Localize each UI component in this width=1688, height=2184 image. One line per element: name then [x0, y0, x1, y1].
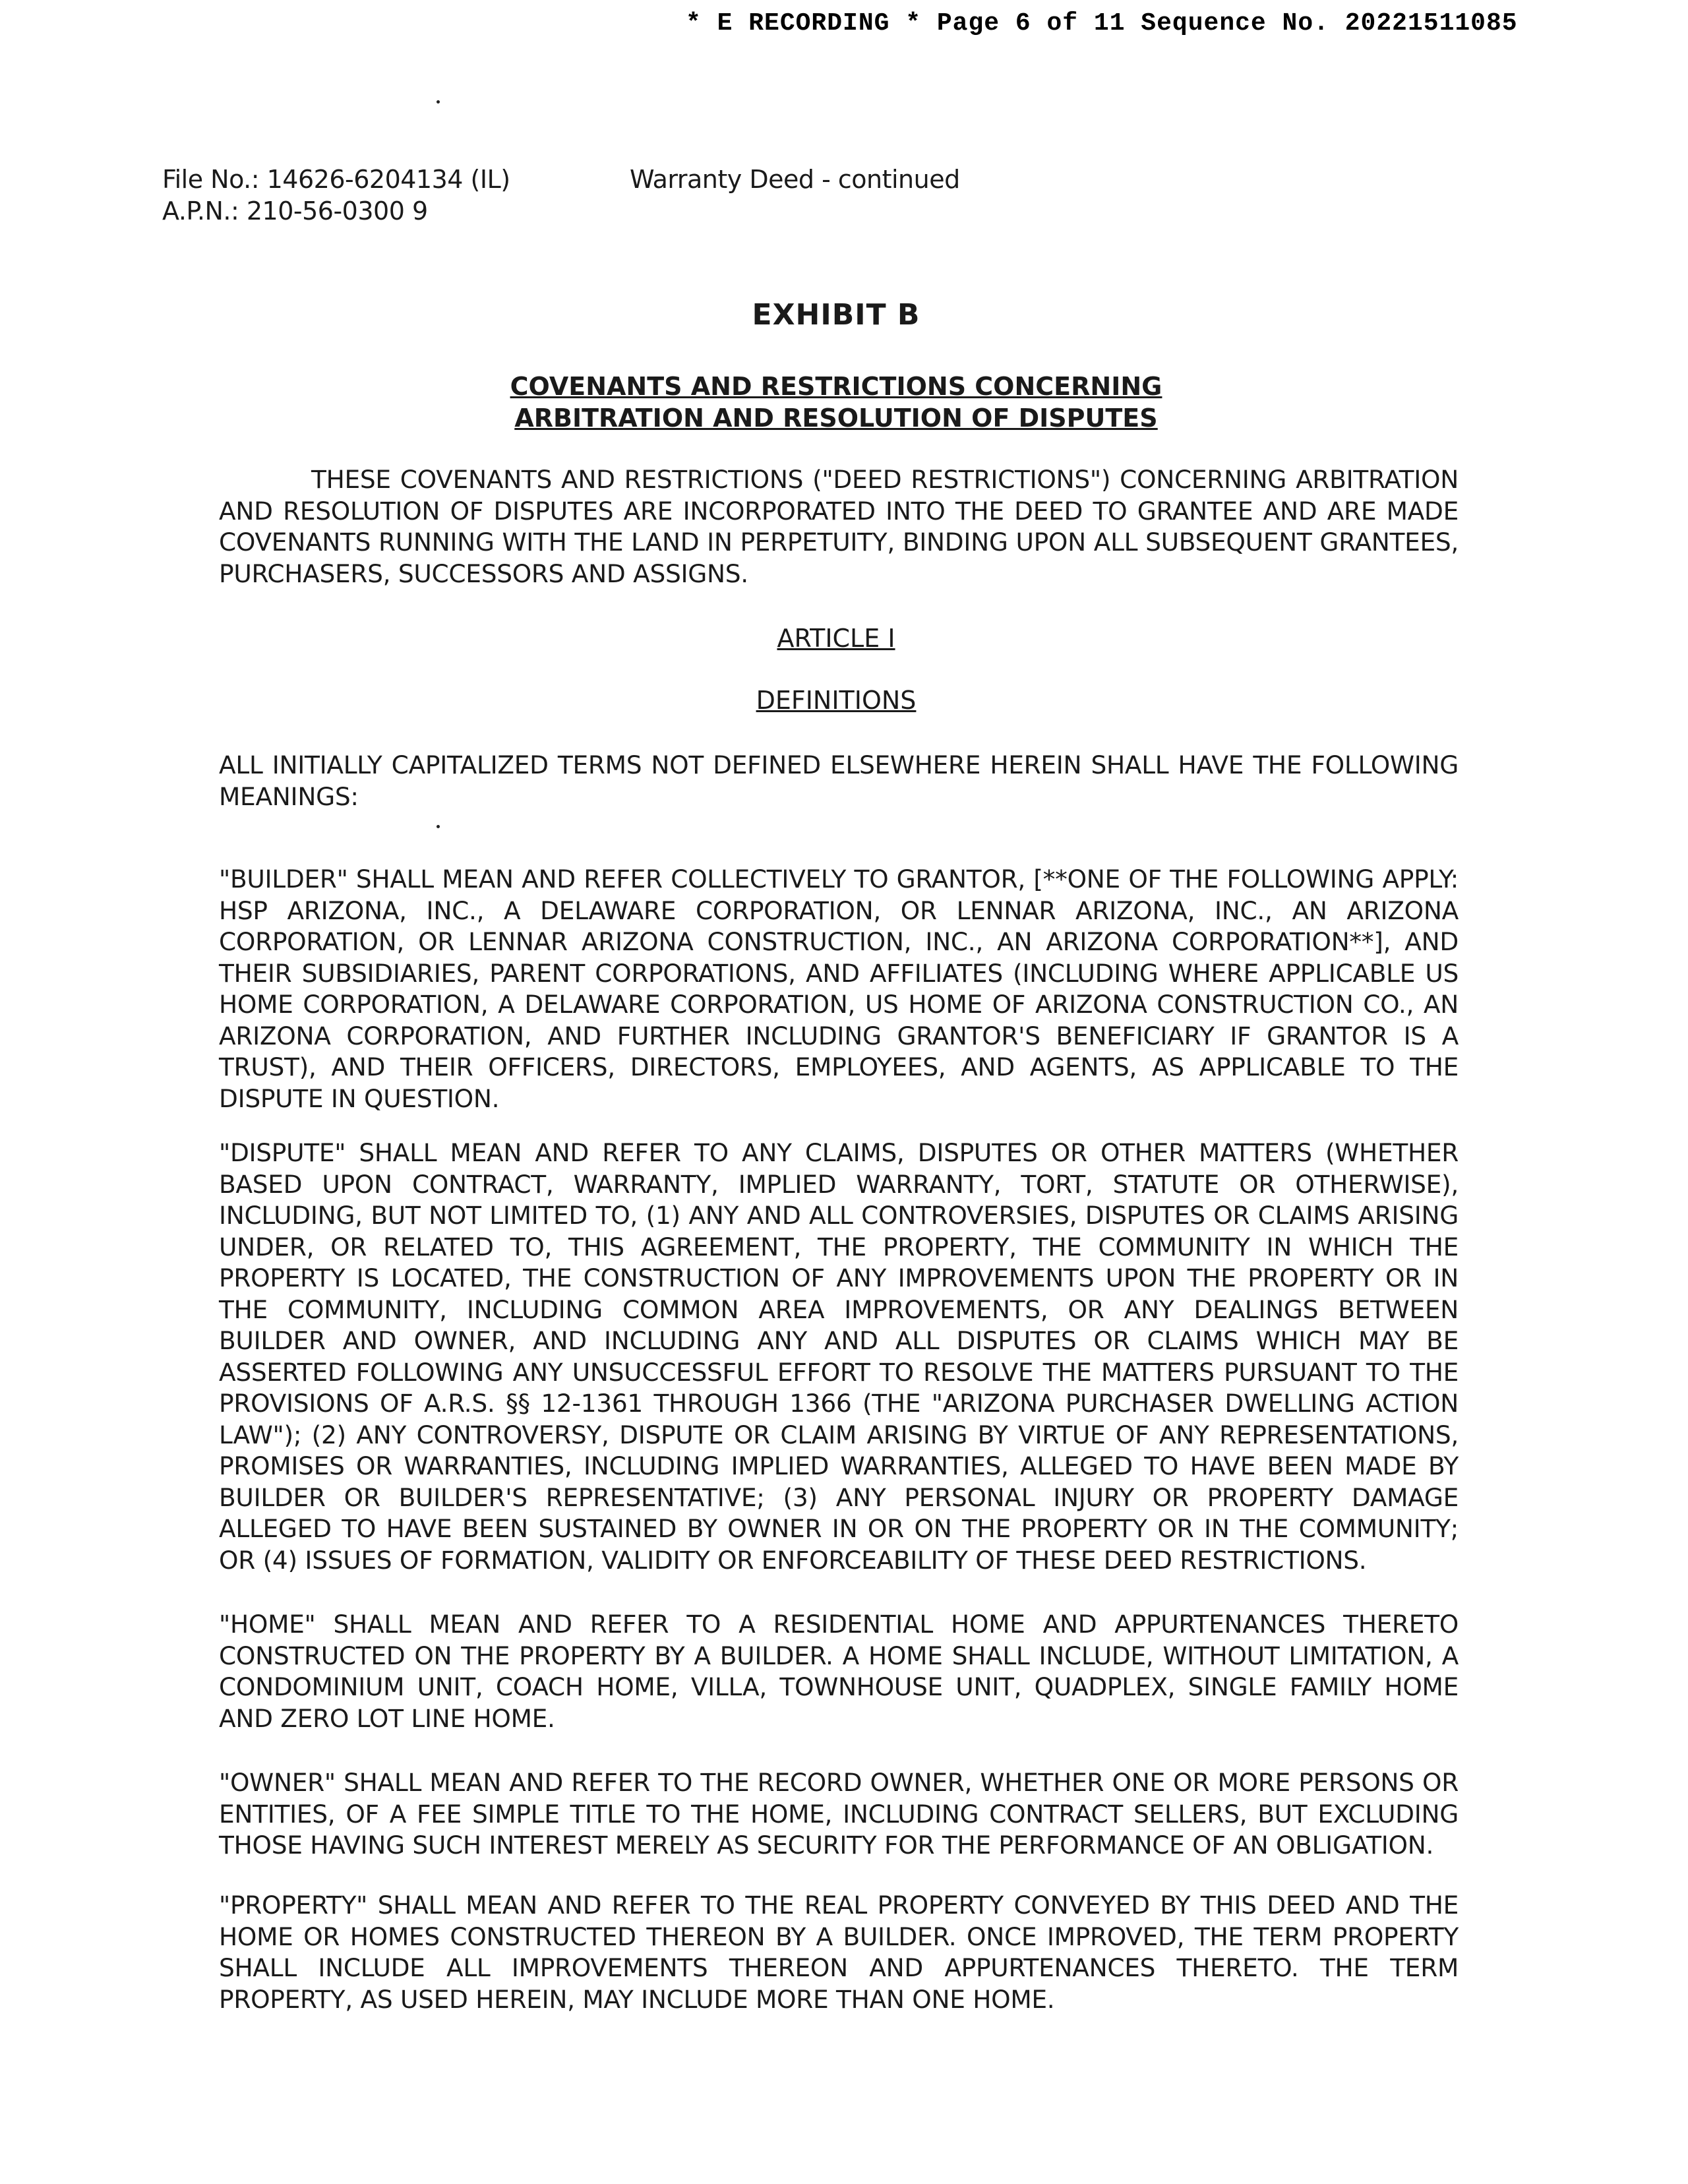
definitions-intro-paragraph: ALL INITIALLY CAPITALIZED TERMS NOT DEFINED ELSEWHERE HEREIN SHALL HAVE THE FOLLOWING MEANINGS: [219, 750, 1459, 811]
document-subtitle [0, 371, 1672, 434]
recording-header: * E RECORDING * Page 6 of 11 Sequence No. 20221511085 [686, 9, 1518, 38]
apn-number: A.P.N.: 210-56-0300 9 [162, 197, 428, 226]
intro-paragraph: THESE COVENANTS AND RESTRICTIONS ("DEED RESTRICTIONS") CONCERNING ARBITRATION AND RESOLUTION OF DISPUTES ARE INCORPORATED INTO THE DEED TO GRANTEE AND ARE MADE COVENANTS RUNNING WITH THE LAND IN PERPETUITY, BINDING UPON ALL SUBSEQUENT GRANTEES, PURCHASERS, SUCCESSORS AND ASSIGNS. [219, 465, 1459, 588]
file-number: File No.: 14626-6204134 (IL) [162, 165, 510, 194]
property-definition: "PROPERTY" SHALL MEAN AND REFER TO THE REAL PROPERTY CONVEYED BY THIS DEED AND THE HOME OR HOMES CONSTRUCTED THEREON BY A BUILDER. ONCE IMPROVED, THE TERM PROPERTY SHALL INCLUDE ALL IMPROVEMENTS THEREON AND APPURTENANCES THERETO. THE TERM PROPERTY, AS USED HEREIN, MAY INCLUDE MORE THAN ONE HOME. [219, 1891, 1459, 2014]
subtitle-line-2: ARBITRATION AND RESOLUTION OF DISPUTES [514, 404, 1158, 433]
scan-speck [437, 825, 440, 828]
deed-title: Warranty Deed - continued [630, 165, 960, 194]
builder-definition: "BUILDER" SHALL MEAN AND REFER COLLECTIVELY TO GRANTOR, [**ONE OF THE FOLLOWING APPLY: HSP ARIZONA, INC., A DELAWARE CORPORATION, OR LENNAR ARIZONA, INC., AN ARIZONA CORPORATION, OR LENNAR ARIZONA CONSTRUCTION, INC., AN ARIZONA CORPORATION**], AND THEIR SUBSIDIARIES, PARENT CORPORATIONS, AND AFFILIATES (INCLUDING WHERE APPLICABLE US HOME CORPORATION, A DELAWARE CORPORATION, US HOME OF ARIZONA CONSTRUCTION CO., AN ARIZONA CORPORATION, AND FURTHER INCLUDING GRANTOR'S BENEFICIARY IF GRANTOR IS A TRUST), AND THEIR OFFICERS, DIRECTORS, EMPLOYEES, AND AGENTS, AS APPLICABLE TO THE DISPUTE IN QUESTION. [219, 864, 1459, 1113]
exhibit-title: EXHIBIT B [752, 298, 920, 332]
file-info [162, 164, 510, 227]
dispute-definition: "DISPUTE" SHALL MEAN AND REFER TO ANY CLAIMS, DISPUTES OR OTHER MATTERS (WHETHER BASED UPON CONTRACT, WARRANTY, IMPLIED WARRANTY, TORT, STATUTE OR OTHERWISE), INCLUDING, BUT NOT LIMITED TO, (1) ANY AND ALL CONTROVERSIES, DISPUTES OR CLAIMS ARISING UNDER, OR RELATED TO, THIS AGREEMENT, THE PROPERTY, THE COMMUNITY IN WHICH THE PROPERTY IS LOCATED, THE CONSTRUCTION OF ANY IMPROVEMENTS UPON THE PROPERTY OR IN THE COMMUNITY, INCLUDING COMMON AREA IMPROVEMENTS, OR ANY DEALINGS BETWEEN BUILDER AND OWNER, AND INCLUDING ANY AND ALL DISPUTES OR CLAIMS WHICH MAY BE ASSERTED FOLLOWING ANY UNSUCCESSFUL EFFORT TO RESOLVE THE MATTERS PURSUANT TO THE PROVISIONS OF A.R.S. §§ 12-1361 THROUGH 1366 (THE "ARIZONA PURCHASER DWELLING ACTION LAW"); (2) ANY CONTROVERSY, DISPUTE OR CLAIM ARISING BY VIRTUE OF ANY REPRESENTATIONS, PROMISES OR WARRANTIES, INCLUDING IMPLIED WARRANTIES, ALLEGED TO HAVE BEEN MADE BY BUILDER OR BUILDER'S REPRESENTATIVE; (3) ANY PERSONAL INJURY OR PROPERTY DAMAGE ALLEGED TO HAVE BEEN SUSTAINED BY OWNER IN OR ON THE PROPERTY OR IN THE COMMUNITY; OR (4) ISSUES OF FORMATION, VALIDITY OR ENFORCEABILITY OF THESE DEED RESTRICTIONS. [219, 1138, 1459, 1575]
definitions-heading: DEFINITIONS [756, 686, 917, 715]
article-heading: ARTICLE I [777, 624, 895, 653]
scan-speck [437, 100, 440, 104]
home-definition: "HOME" SHALL MEAN AND REFER TO A RESIDENTIAL HOME AND APPURTENANCES THERETO CONSTRUCTED ON THE PROPERTY BY A BUILDER. A HOME SHALL INCLUDE, WITHOUT LIMITATION, A CONDOMINIUM UNIT, COACH HOME, VILLA, TOWNHOUSE UNIT, QUADPLEX, SINGLE FAMILY HOME AND ZERO LOT LINE HOME. [219, 1610, 1459, 1733]
subtitle-line-1: COVENANTS AND RESTRICTIONS CONCERNING [510, 372, 1162, 401]
owner-definition: "OWNER" SHALL MEAN AND REFER TO THE RECORD OWNER, WHETHER ONE OR MORE PERSONS OR ENTITIES, OF A FEE SIMPLE TITLE TO THE HOME, INCLUDING CONTRACT SELLERS, BUT EXCLUDING THOSE HAVING SUCH INTEREST MERELY AS SECURITY FOR THE PERFORMANCE OF AN OBLIGATION. [219, 1768, 1459, 1860]
